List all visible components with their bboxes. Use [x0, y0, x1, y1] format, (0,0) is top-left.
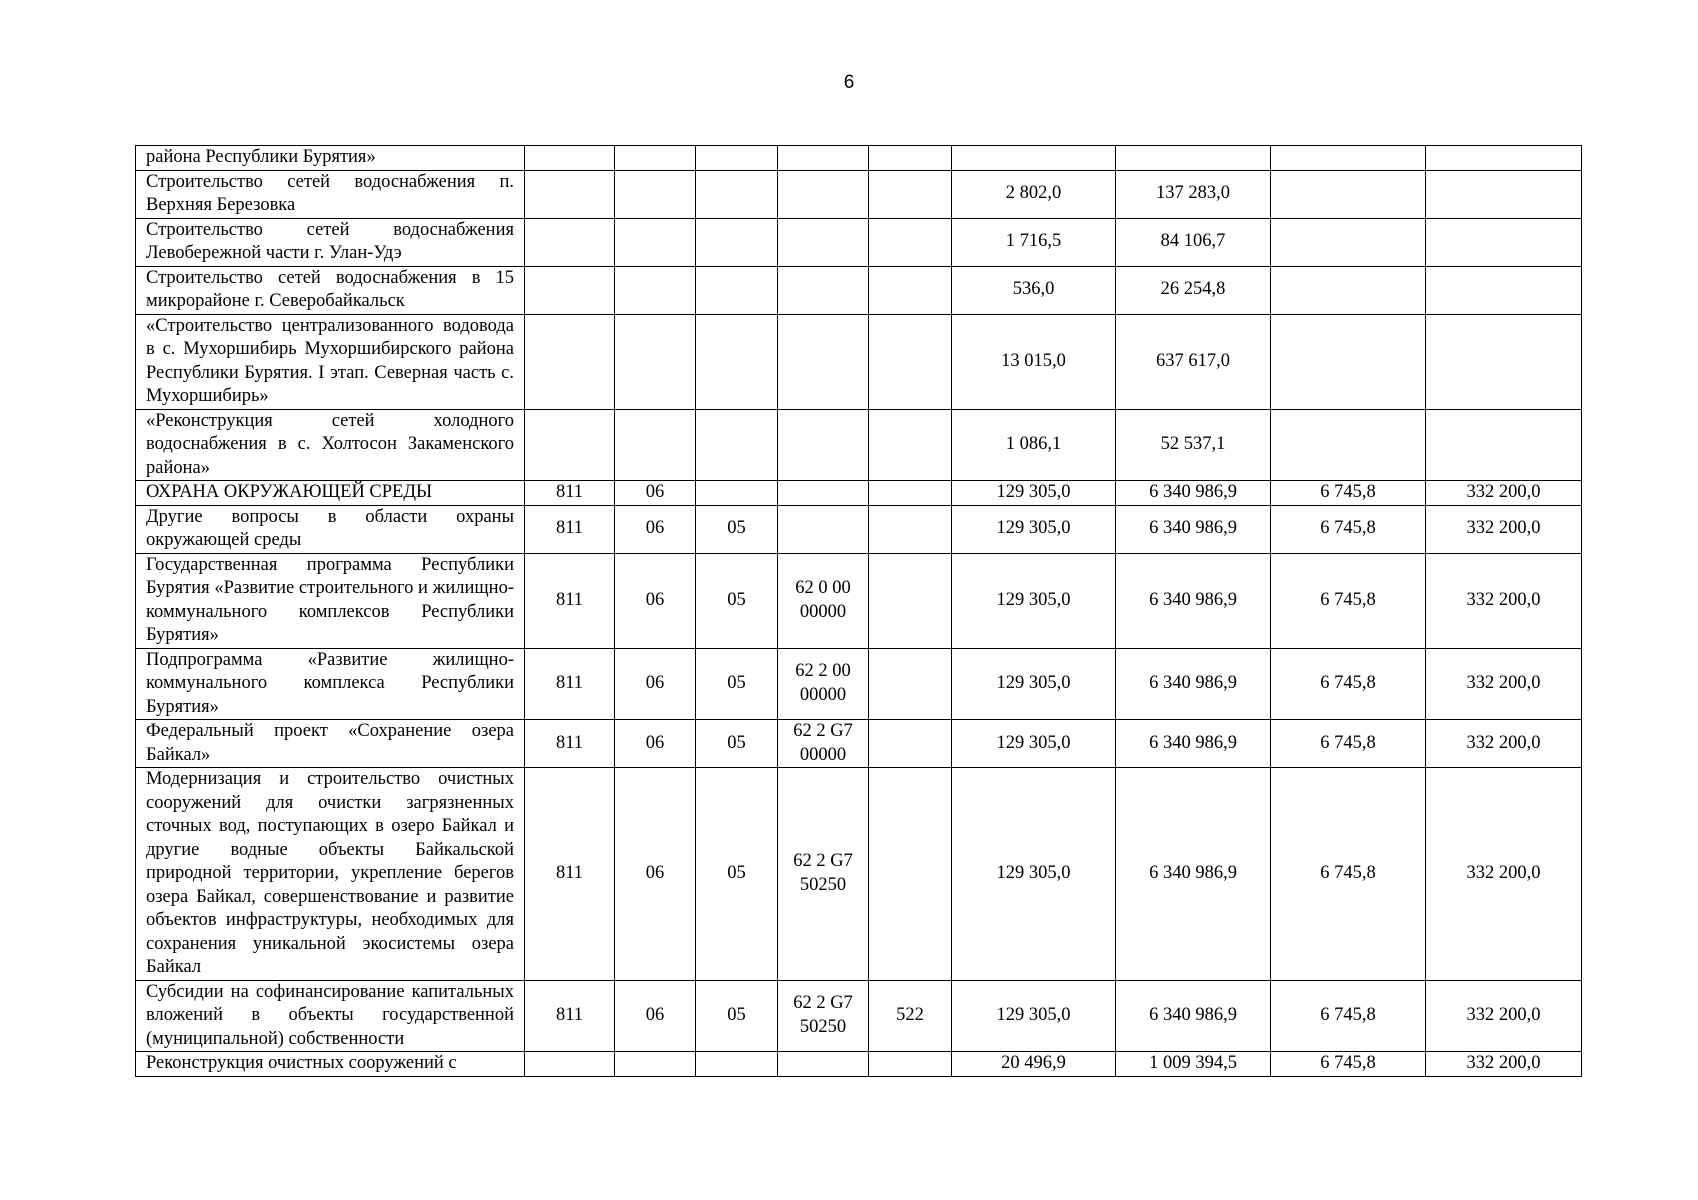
- target-article-cell: [778, 481, 869, 506]
- row-name-cell: Модернизация и строительство очистных сооружений для очистки загрязненных сточных вод, поступающих в озеро Байкал и другие водные объекты Байкальской природной территории, укрепление берегов озера Байкал, совершенствование и развитие объектов инфраструктуры, необходимых для сохранения уникальной экосистемы озера Байкал: [136, 768, 525, 981]
- subsection-cell: 05: [696, 720, 778, 768]
- section-cell: 06: [615, 505, 696, 553]
- amount-2-cell: 6 340 986,9: [1116, 553, 1271, 648]
- table-row: [136, 980, 1582, 1052]
- expense-type-cell: [869, 720, 952, 768]
- expense-type-cell: [869, 648, 952, 720]
- admin-code-cell: [525, 1052, 615, 1077]
- expense-type-cell: [869, 768, 952, 981]
- table-row: [136, 266, 1582, 314]
- amount-1-cell: 129 305,0: [952, 648, 1116, 720]
- target-article-cell: [778, 314, 869, 409]
- target-article-cell: [778, 409, 869, 481]
- amount-1-cell: 1 716,5: [952, 218, 1116, 266]
- amount-4-cell: 332 200,0: [1426, 481, 1582, 506]
- table-row: [136, 218, 1582, 266]
- amount-3-cell: [1271, 314, 1426, 409]
- section-cell: 06: [615, 720, 696, 768]
- table-row: [136, 720, 1582, 768]
- expense-type-cell: [869, 218, 952, 266]
- amount-1-cell: 20 496,9: [952, 1052, 1116, 1077]
- subsection-cell: 05: [696, 768, 778, 981]
- subsection-cell: [696, 481, 778, 506]
- amount-1-cell: 1 086,1: [952, 409, 1116, 481]
- section-cell: [615, 146, 696, 171]
- amount-3-cell: 6 745,8: [1271, 481, 1426, 506]
- amount-3-cell: 6 745,8: [1271, 720, 1426, 768]
- expense-type-cell: [869, 1052, 952, 1077]
- admin-code-cell: 811: [525, 481, 615, 506]
- row-name-cell: Субсидии на софинансирование капитальных вложений в объекты государственной (муниципальной) собственности: [136, 980, 525, 1052]
- target-article-cell: [778, 146, 869, 171]
- amount-4-cell: [1426, 314, 1582, 409]
- amount-1-cell: 129 305,0: [952, 768, 1116, 981]
- row-name-cell: района Республики Бурятия»: [136, 146, 525, 171]
- admin-code-cell: [525, 146, 615, 171]
- amount-3-cell: [1271, 146, 1426, 171]
- expense-type-cell: [869, 266, 952, 314]
- amount-2-cell: 1 009 394,5: [1116, 1052, 1271, 1077]
- amount-1-cell: 129 305,0: [952, 505, 1116, 553]
- row-name-cell: Федеральный проект «Сохранение озера Байкал»: [136, 720, 525, 768]
- target-article-cell: 62 2 00 00000: [778, 648, 869, 720]
- amount-4-cell: [1426, 266, 1582, 314]
- amount-2-cell: 137 283,0: [1116, 170, 1271, 218]
- section-cell: 06: [615, 980, 696, 1052]
- target-article-cell: [778, 266, 869, 314]
- subsection-cell: 05: [696, 505, 778, 553]
- amount-4-cell: 332 200,0: [1426, 768, 1582, 981]
- amount-2-cell: 84 106,7: [1116, 218, 1271, 266]
- amount-2-cell: 52 537,1: [1116, 409, 1271, 481]
- section-cell: [615, 1052, 696, 1077]
- row-name-cell: ОХРАНА ОКРУЖАЮЩЕЙ СРЕДЫ: [136, 481, 525, 506]
- target-article-cell: [778, 218, 869, 266]
- section-cell: 06: [615, 648, 696, 720]
- amount-1-cell: 13 015,0: [952, 314, 1116, 409]
- target-article-cell: [778, 1052, 869, 1077]
- admin-code-cell: [525, 409, 615, 481]
- amount-2-cell: 6 340 986,9: [1116, 768, 1271, 981]
- amount-1-cell: 129 305,0: [952, 980, 1116, 1052]
- section-cell: 06: [615, 481, 696, 506]
- amount-1-cell: 129 305,0: [952, 481, 1116, 506]
- amount-4-cell: [1426, 170, 1582, 218]
- target-article-cell: 62 2 G7 00000: [778, 720, 869, 768]
- expense-type-cell: [869, 314, 952, 409]
- subsection-cell: [696, 314, 778, 409]
- page-number: 6: [843, 72, 855, 93]
- expense-type-cell: [869, 481, 952, 506]
- admin-code-cell: 811: [525, 720, 615, 768]
- amount-4-cell: 332 200,0: [1426, 720, 1582, 768]
- row-name-cell: Государственная программа Республики Бурятия «Развитие строительного и жилищно-коммунального комплексов Республики Бурятия»: [136, 553, 525, 648]
- amount-3-cell: [1271, 218, 1426, 266]
- admin-code-cell: [525, 266, 615, 314]
- subsection-cell: [696, 409, 778, 481]
- amount-3-cell: [1271, 409, 1426, 481]
- subsection-cell: [696, 146, 778, 171]
- amount-1-cell: [952, 146, 1116, 171]
- expense-type-cell: [869, 146, 952, 171]
- amount-2-cell: 637 617,0: [1116, 314, 1271, 409]
- row-name-cell: Строительство сетей водоснабжения п. Верхняя Березовка: [136, 170, 525, 218]
- expense-type-cell: [869, 553, 952, 648]
- table-row: [136, 648, 1582, 720]
- budget-table: [135, 145, 1582, 1077]
- amount-4-cell: 332 200,0: [1426, 553, 1582, 648]
- amount-2-cell: 26 254,8: [1116, 266, 1271, 314]
- amount-1-cell: 536,0: [952, 266, 1116, 314]
- subsection-cell: [696, 1052, 778, 1077]
- amount-4-cell: [1426, 146, 1582, 171]
- table-row: [136, 1052, 1582, 1077]
- expense-type-cell: 522: [869, 980, 952, 1052]
- amount-3-cell: 6 745,8: [1271, 553, 1426, 648]
- expense-type-cell: [869, 409, 952, 481]
- amount-4-cell: [1426, 218, 1582, 266]
- target-article-cell: 62 0 00 00000: [778, 553, 869, 648]
- admin-code-cell: [525, 170, 615, 218]
- row-name-cell: Строительство сетей водоснабжения Левобережной части г. Улан-Удэ: [136, 218, 525, 266]
- row-name-cell: Строительство сетей водоснабжения в 15 микрорайоне г. Северобайкальск: [136, 266, 525, 314]
- table-row: [136, 146, 1582, 171]
- admin-code-cell: 811: [525, 768, 615, 981]
- subsection-cell: [696, 218, 778, 266]
- amount-3-cell: [1271, 170, 1426, 218]
- table-row: [136, 481, 1582, 506]
- expense-type-cell: [869, 505, 952, 553]
- table-row: [136, 409, 1582, 481]
- target-article-cell: 62 2 G7 50250: [778, 980, 869, 1052]
- section-cell: [615, 218, 696, 266]
- expense-type-cell: [869, 170, 952, 218]
- amount-3-cell: 6 745,8: [1271, 1052, 1426, 1077]
- subsection-cell: 05: [696, 980, 778, 1052]
- amount-3-cell: 6 745,8: [1271, 505, 1426, 553]
- table-row: [136, 505, 1582, 553]
- subsection-cell: 05: [696, 648, 778, 720]
- subsection-cell: [696, 266, 778, 314]
- admin-code-cell: 811: [525, 553, 615, 648]
- admin-code-cell: 811: [525, 505, 615, 553]
- subsection-cell: [696, 170, 778, 218]
- target-article-cell: [778, 170, 869, 218]
- amount-4-cell: 332 200,0: [1426, 1052, 1582, 1077]
- table-row: [136, 170, 1582, 218]
- section-cell: [615, 266, 696, 314]
- amount-3-cell: 6 745,8: [1271, 768, 1426, 981]
- amount-3-cell: 6 745,8: [1271, 980, 1426, 1052]
- amount-1-cell: 2 802,0: [952, 170, 1116, 218]
- amount-1-cell: 129 305,0: [952, 720, 1116, 768]
- amount-3-cell: [1271, 266, 1426, 314]
- amount-2-cell: 6 340 986,9: [1116, 648, 1271, 720]
- amount-2-cell: 6 340 986,9: [1116, 481, 1271, 506]
- admin-code-cell: [525, 218, 615, 266]
- row-name-cell: Подпрограмма «Развитие жилищно-коммунального комплекса Республики Бурятия»: [136, 648, 525, 720]
- amount-3-cell: 6 745,8: [1271, 648, 1426, 720]
- table-row: [136, 768, 1582, 981]
- subsection-cell: 05: [696, 553, 778, 648]
- table-row: [136, 553, 1582, 648]
- row-name-cell: Реконструкция очистных сооружений с: [136, 1052, 525, 1077]
- amount-1-cell: 129 305,0: [952, 553, 1116, 648]
- table-row: [136, 314, 1582, 409]
- section-cell: [615, 314, 696, 409]
- amount-2-cell: 6 340 986,9: [1116, 980, 1271, 1052]
- section-cell: [615, 409, 696, 481]
- row-name-cell: «Реконструкция сетей холодного водоснабжения в с. Холтосон Закаменского района»: [136, 409, 525, 481]
- admin-code-cell: 811: [525, 980, 615, 1052]
- target-article-cell: 62 2 G7 50250: [778, 768, 869, 981]
- amount-4-cell: 332 200,0: [1426, 980, 1582, 1052]
- amount-4-cell: 332 200,0: [1426, 505, 1582, 553]
- section-cell: [615, 170, 696, 218]
- amount-4-cell: [1426, 409, 1582, 481]
- admin-code-cell: [525, 314, 615, 409]
- admin-code-cell: 811: [525, 648, 615, 720]
- row-name-cell: Другие вопросы в области охраны окружающей среды: [136, 505, 525, 553]
- amount-2-cell: 6 340 986,9: [1116, 505, 1271, 553]
- section-cell: 06: [615, 768, 696, 981]
- target-article-cell: [778, 505, 869, 553]
- section-cell: 06: [615, 553, 696, 648]
- amount-2-cell: [1116, 146, 1271, 171]
- amount-2-cell: 6 340 986,9: [1116, 720, 1271, 768]
- amount-4-cell: 332 200,0: [1426, 648, 1582, 720]
- row-name-cell: «Строительство централизованного водовода в с. Мухоршибирь Мухоршибирского района Республики Бурятия. I этап. Северная часть с. Мухоршибирь»: [136, 314, 525, 409]
